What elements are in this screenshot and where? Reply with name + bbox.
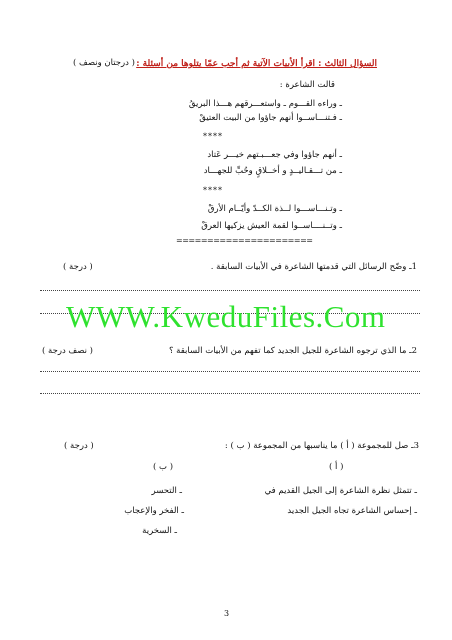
group-b-item: ـ التحسر xyxy=(151,486,182,496)
page-number: 3 xyxy=(224,609,230,618)
group-b-item: ـ الفخر والإعجاب xyxy=(124,506,184,516)
group-a-item: ـ إحساس الشاعرة تجاه الجيل الجديد xyxy=(287,506,417,516)
poem-line: ـ أنهم جاؤوا وفي جعـــبـتهم خيـــر عَتاد xyxy=(207,150,342,160)
watermark: WWW.KweduFiles.Com xyxy=(66,299,386,334)
question-2: 2ـ ما الذي ترجوه الشاعرة للجيل الجديد كما تفهم من الأبيات السابقة ؟ xyxy=(168,346,417,356)
stars-divider: **** xyxy=(203,186,223,195)
group-b-item: ـ السخرية xyxy=(142,526,177,536)
poem-intro: قالت الشاعرة : xyxy=(279,80,335,90)
answer-line[interactable] xyxy=(40,290,420,291)
question-1-marks: ( درجة ) xyxy=(63,262,93,272)
question-1: 1ـ وضّح الرسائل التي قدمتها الشاعرة في الأبيات السابقة . xyxy=(210,262,417,272)
poem-line: ـ فـتنـــاســوا أنهم جاؤوا من البيت العتيقْ xyxy=(199,113,342,123)
question-3-marks: ( درجة ) xyxy=(64,441,94,451)
question-marks: ( درجتان ونصف ) xyxy=(73,58,135,68)
answer-line[interactable] xyxy=(40,393,420,394)
group-b-label: ( ب ) xyxy=(153,462,174,472)
separator-line: ====================== xyxy=(176,236,313,245)
group-a-label: ( أ ) xyxy=(329,462,344,472)
group-a-item: ـ تتمثل نظرة الشاعرة إلى الجيل القديم في xyxy=(264,486,417,496)
stars-divider: **** xyxy=(203,132,223,141)
poem-line: ـ وتـنـــاســـوا لــذة الكــدّ وأيّــام الأرقْ xyxy=(207,204,342,214)
question-3: 3ـ صل للمجموعة ( أ ) ما يناسبها من المجموعة ( ب ) : xyxy=(224,441,419,451)
poem-line: ـ وراءه القـــوم ـ واستعـــرقهم هـــذا البريقُ xyxy=(188,99,342,109)
poem-line: ـ من تـــقـاليــدٍ و أخــلاقٍ وحُبِّ للجهـــاد xyxy=(203,166,342,176)
question-title: السؤال الثالث : اقرأ الأبيات الآتية ثم أجب عمّا يتلوها من أسئلة : xyxy=(136,59,377,69)
poem-line: ـ وتــنــــاســوا لقمة العيش يزكيها العرقْ xyxy=(201,221,342,231)
question-2-marks: ( نصف درجة ) xyxy=(42,346,94,356)
answer-line[interactable] xyxy=(40,371,420,372)
